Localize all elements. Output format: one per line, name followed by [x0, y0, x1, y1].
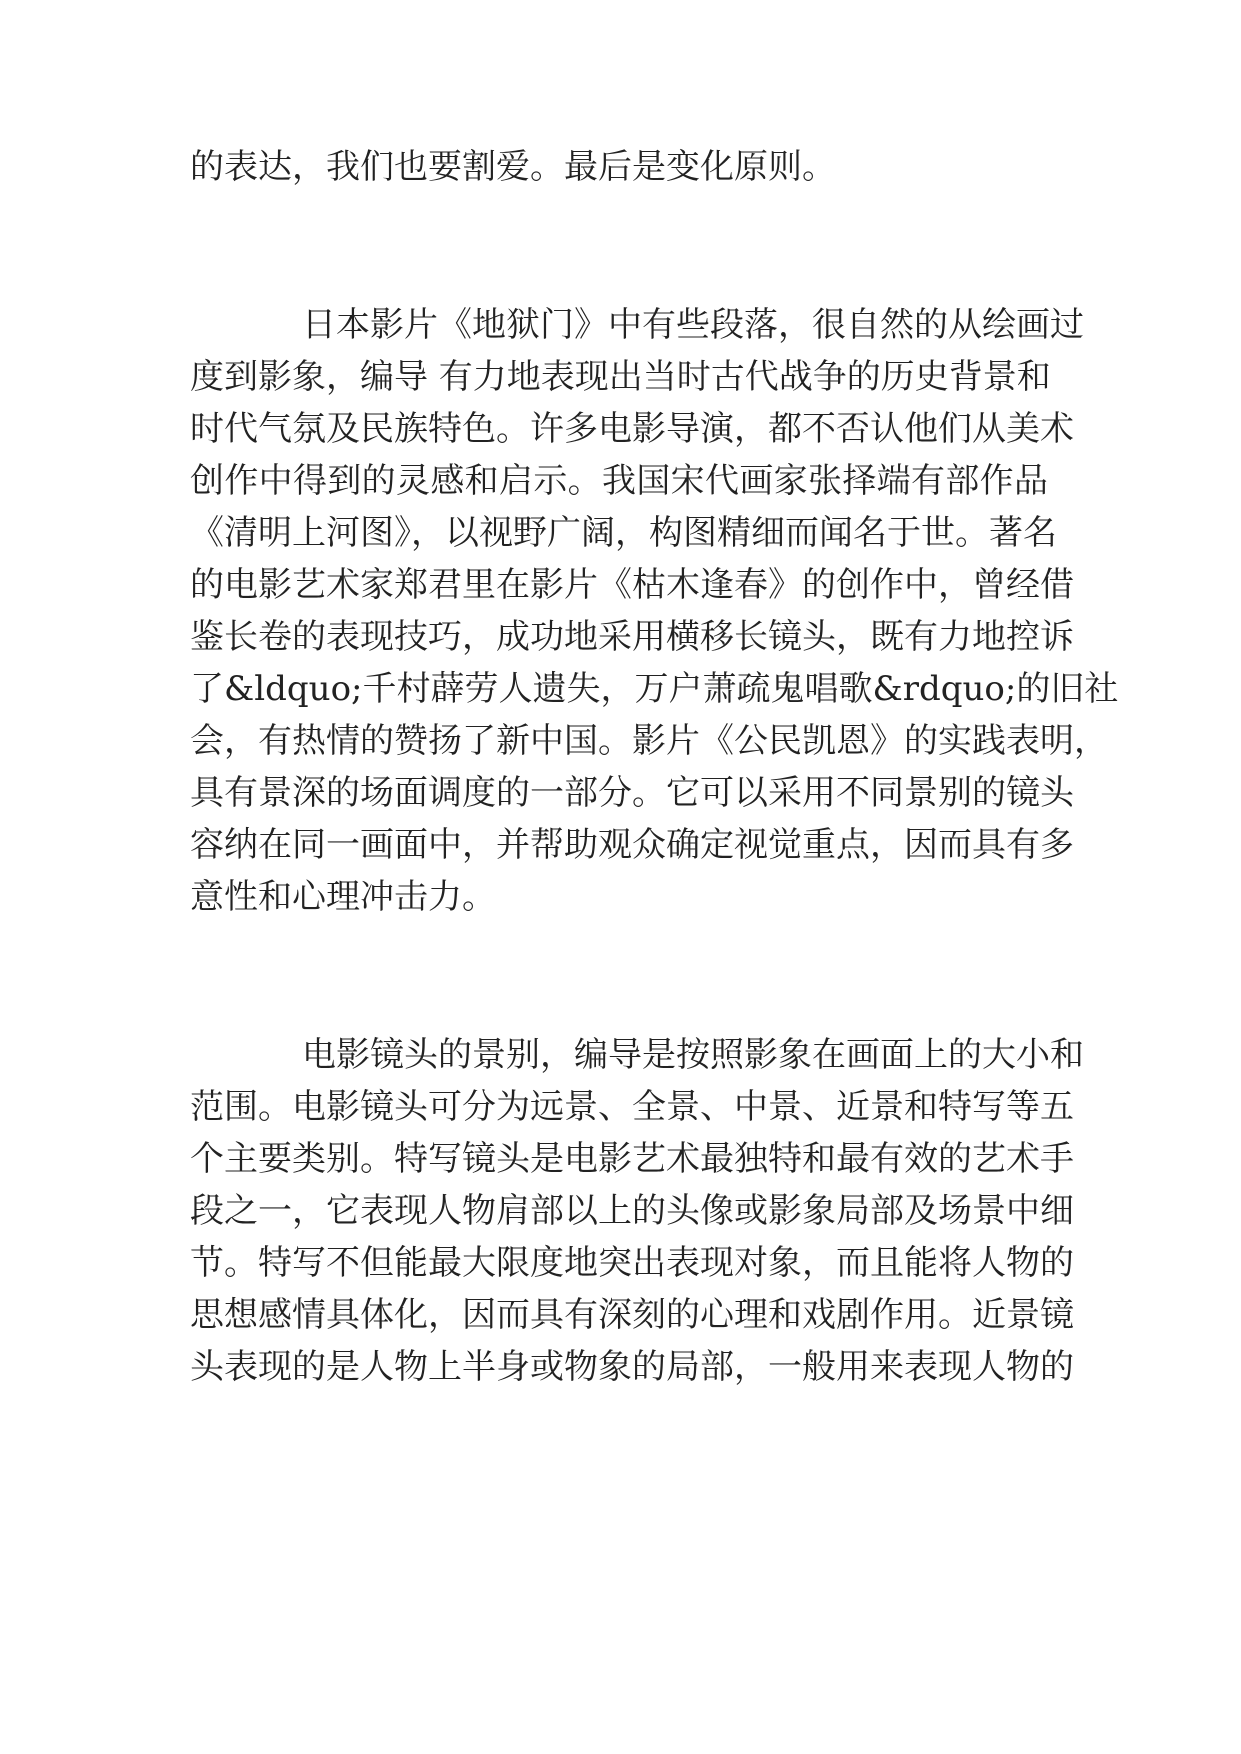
paragraph-2-line-1: 日本影片《地狱门》中有些段落，很自然的从绘画过 — [302, 305, 1084, 345]
paragraph-3-line-2: 范围。电影镜头可分为远景、全景、中景、近景和特写等五 — [190, 1087, 1074, 1127]
paragraph-2-line-4: 创作中得到的灵感和启示。我国宋代画家张择端有部作品 — [190, 461, 1048, 501]
paragraph-3-line-4: 段之一，它表现人物肩部以上的头像或影象局部及场景中细 — [190, 1191, 1074, 1231]
paragraph-2-line-2: 度到影象，编导 有力地表现出当时古代战争的历史背景和 — [190, 357, 1051, 397]
paragraph-2-line-12: 意性和心理冲击力。 — [190, 877, 496, 917]
paragraph-2-line-10: 具有景深的场面调度的一部分。它可以采用不同景别的镜头 — [190, 773, 1074, 813]
paragraph-3-line-3: 个主要类别。特写镜头是电影艺术最独特和最有效的艺术手 — [190, 1139, 1074, 1179]
paragraph-2-line-5: 《清明上河图》，以视野广阔，构图精细而闻名于世。著名 — [190, 513, 1057, 553]
paragraph-3-line-7: 头表现的是人物上半身或物象的局部，一般用来表现人物的 — [190, 1347, 1074, 1387]
paragraph-3-line-1: 电影镜头的景别，编导是按照影象在画面上的大小和 — [302, 1035, 1084, 1075]
paragraph-2-line-9: 会，有热情的赞扬了新中国。影片《公民凯恩》的实践表明， — [190, 721, 1108, 761]
paragraph-3-line-6: 思想感情具体化，因而具有深刻的心理和戏剧作用。近景镜 — [190, 1295, 1074, 1335]
paragraph-2-line-8: 了&ldquo;千村薜劳人遗失，万户萧疏鬼唱歌&rdquo;的旧社 — [190, 669, 1119, 709]
paragraph-1-line-1: 的表达，我们也要割爱。最后是变化原则。 — [190, 147, 836, 187]
paragraph-2-line-11: 容纳在同一画面中，并帮助观众确定视觉重点，因而具有多 — [190, 825, 1074, 865]
paragraph-2-line-3: 时代气氛及民族特色。许多电影导演，都不否认他们从美术 — [190, 409, 1074, 449]
paragraph-2-line-6: 的电影艺术家郑君里在影片《枯木逢春》的创作中，曾经借 — [190, 565, 1074, 605]
paragraph-3-line-5: 节。特写不但能最大限度地突出表现对象，而且能将人物的 — [190, 1243, 1074, 1283]
paragraph-2-line-7: 鉴长卷的表现技巧，成功地采用横移长镜头，既有力地控诉 — [190, 617, 1074, 657]
